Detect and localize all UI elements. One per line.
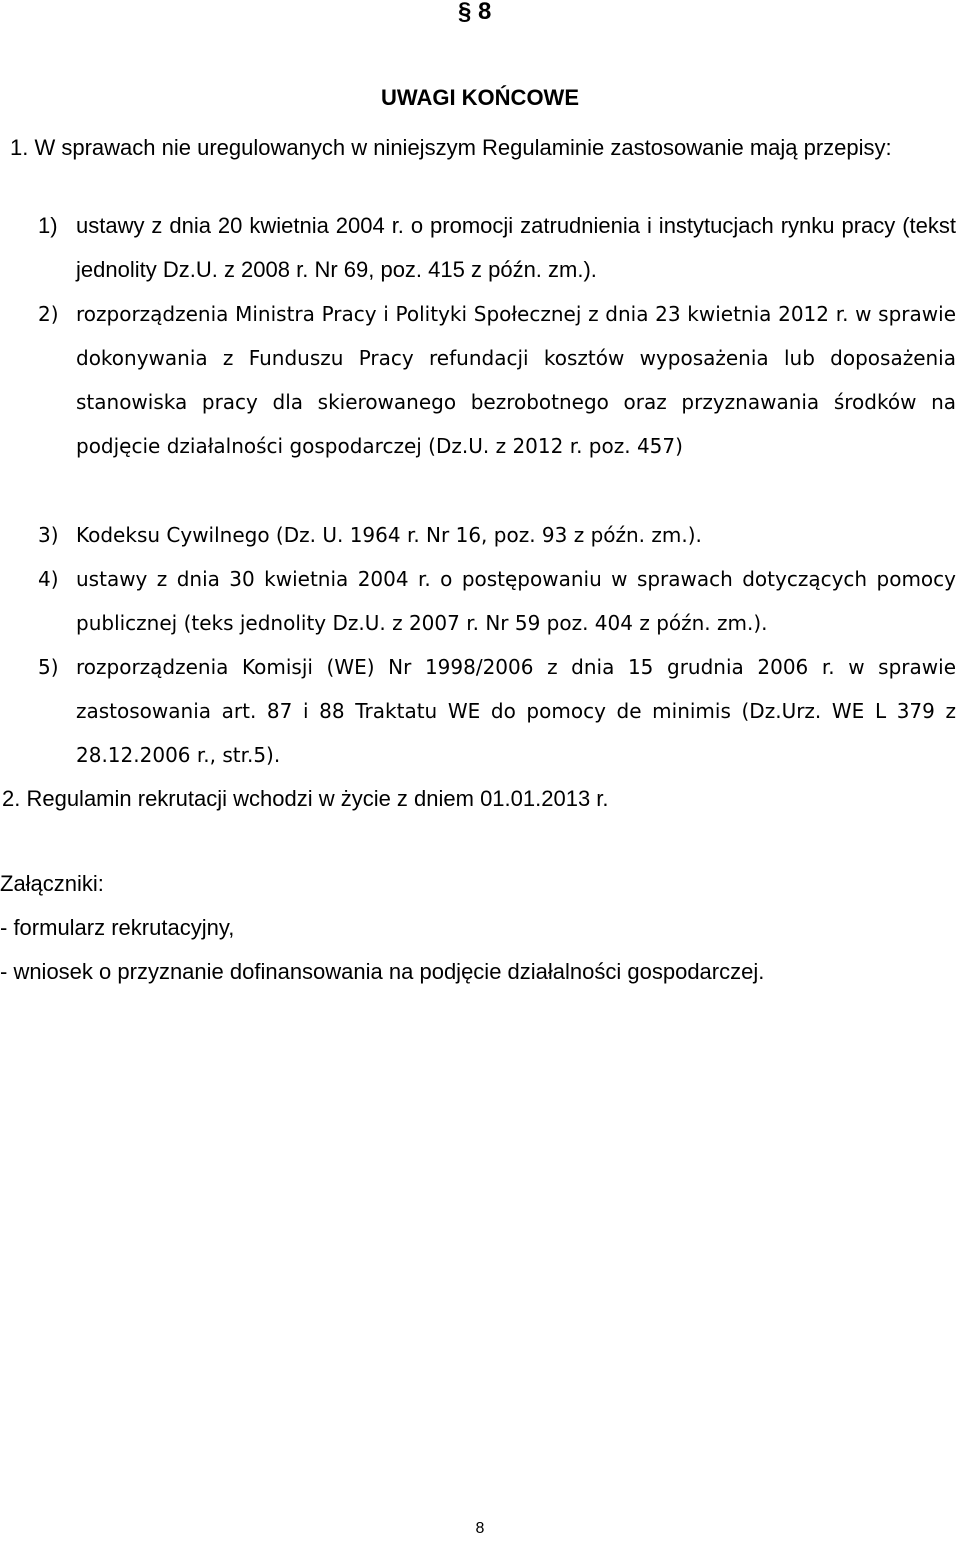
attachments-title: Załączniki:: [0, 871, 104, 896]
section-heading: UWAGI KOŃCOWE: [381, 85, 579, 110]
list-item-number: 2): [38, 302, 59, 326]
paragraph-1: [2, 126, 954, 170]
list-item: [38, 204, 956, 292]
list-item-number: 4): [38, 567, 59, 591]
list-item-number: 5): [38, 655, 59, 679]
list-item-text: ustawy z dnia 20 kwietnia 2004 r. o promocji zatrudnienia i instytucjach rynku pracy (tekst jednolity Dz.U. z 2008 r. Nr 69, poz. 415 z późn. zm.).: [76, 213, 956, 282]
paragraph-1-text: W sprawach nie uregulowanych w niniejszym Regulaminie zastosowanie mają przepisy:: [34, 135, 892, 160]
paragraph-2: 2. Regulamin rekrutacji wchodzi w życie z dniem 01.01.2013 r.: [2, 786, 609, 811]
list-item-text: Kodeksu Cywilnego (Dz. U. 1964 r. Nr 16, poz. 93 z późn. zm.).: [76, 523, 702, 547]
list-item: [38, 513, 956, 557]
list-item-text: ustawy z dnia 30 kwietnia 2004 r. o postępowaniu w sprawach dotyczących pomocy publicznej (teks jednolity Dz.U. z 2007 r. Nr 59 poz. 404 z późn. zm.).: [76, 567, 956, 635]
list-item: [38, 292, 956, 468]
page-number: 8: [475, 1520, 485, 1537]
list-item-number: 3): [38, 523, 59, 547]
list-item-text: rozporządzenia Ministra Pracy i Polityki Społecznej z dnia 23 kwietnia 2012 r. w sprawie dokonywania z Funduszu Pracy refundacji kosztów wyposażenia lub doposażenia stanowiska pracy dla skierowanego bezrobotnego oraz przyznawania środków na podjęcie działalności gospodarczej (Dz.U. z 2012 r. poz. 457): [76, 302, 956, 458]
section-number: § 8: [458, 0, 492, 25]
paragraph-1-number: 1.: [10, 135, 29, 160]
list-item-number: 1): [38, 213, 58, 238]
attachment-item: - formularz rekrutacyjny,: [0, 915, 235, 940]
list-item: [38, 645, 956, 777]
list-item-text: rozporządzenia Komisji (WE) Nr 1998/2006 z dnia 15 grudnia 2006 r. w sprawie zastosowania art. 87 i 88 Traktatu WE do pomocy de minimis (Dz.Urz. WE L 379 z 28.12.2006 r., str.5).: [76, 655, 956, 767]
list-item: [38, 557, 956, 645]
attachment-item: - wniosek o przyznanie dofinansowania na podjęcie działalności gospodarczej.: [0, 959, 765, 984]
